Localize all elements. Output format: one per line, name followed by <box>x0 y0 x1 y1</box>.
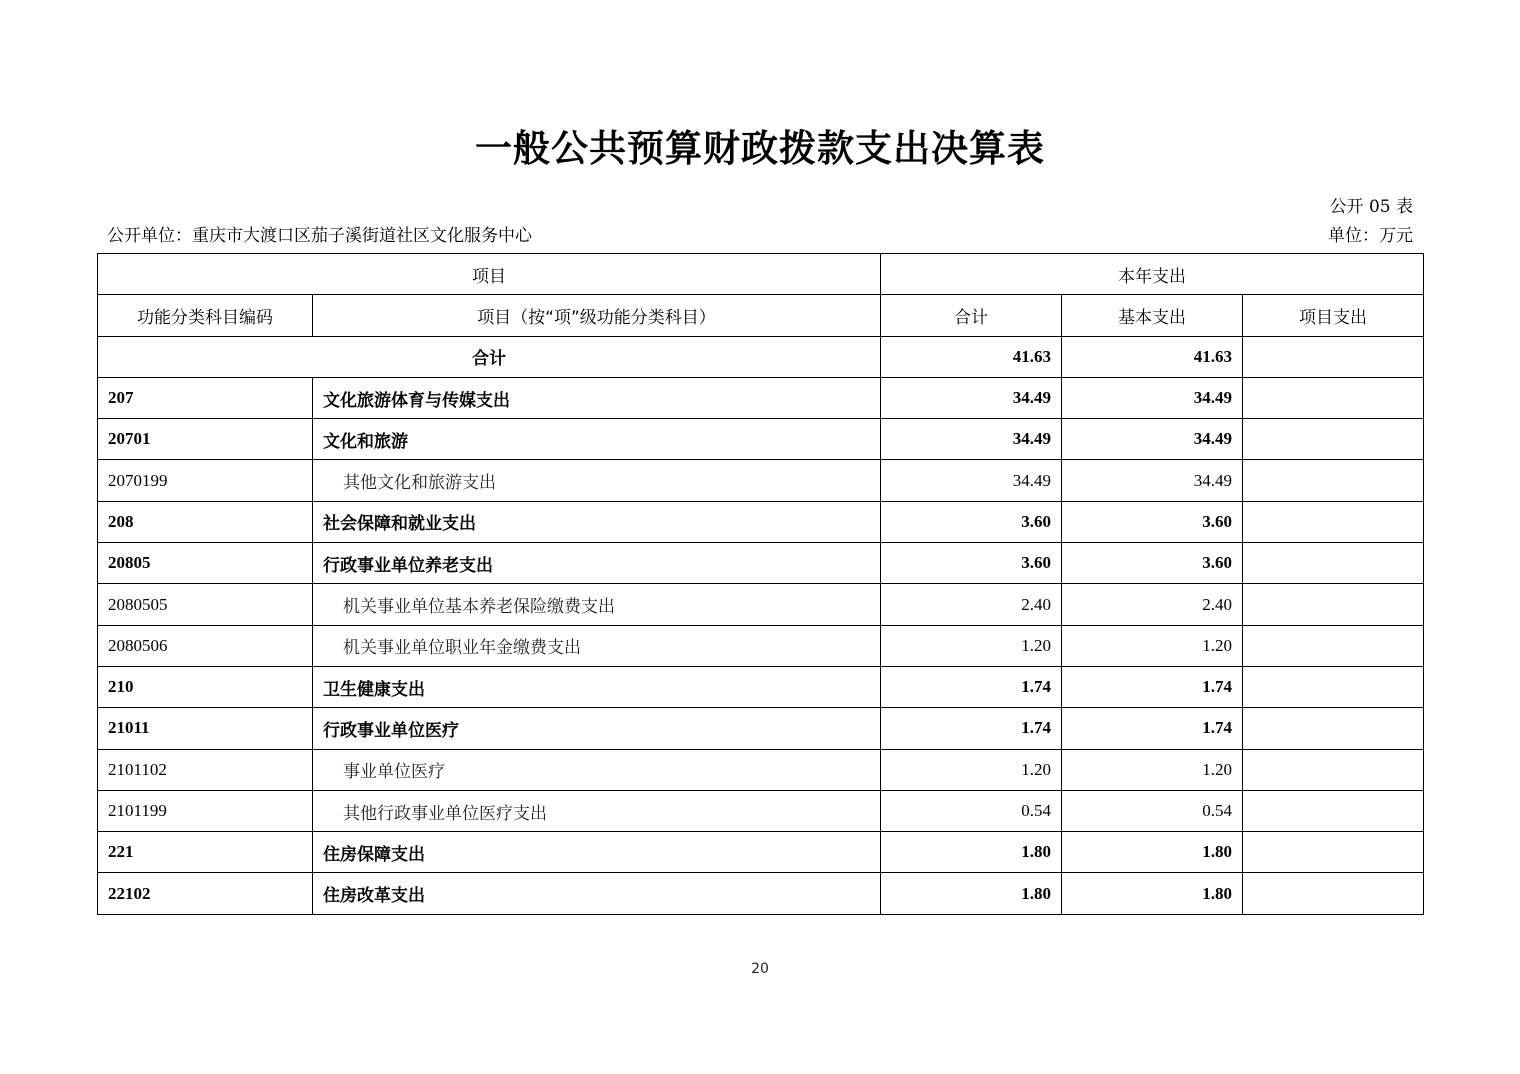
row-name: 行政事业单位养老支出 <box>313 543 881 584</box>
row-code: 22102 <box>98 873 313 914</box>
currency-unit: 单位：万元 <box>1328 226 1413 246</box>
row-name: 住房改革支出 <box>313 873 881 914</box>
row-name: 机关事业单位职业年金缴费支出 <box>313 625 881 666</box>
row-code: 207 <box>98 377 313 418</box>
expenditure-table <box>97 253 1424 915</box>
row-project <box>1243 666 1424 707</box>
row-project <box>1243 543 1424 584</box>
table-row <box>98 460 1424 501</box>
header-row-2 <box>98 295 1424 336</box>
row-name: 行政事业单位医疗 <box>313 708 881 749</box>
row-code: 2101199 <box>98 790 313 831</box>
row-project <box>1243 749 1424 790</box>
header-project-expense: 项目支出 <box>1243 295 1424 336</box>
table-row <box>98 584 1424 625</box>
row-basic: 34.49 <box>1062 419 1243 460</box>
table-row <box>98 873 1424 914</box>
row-total: 1.80 <box>881 832 1062 873</box>
row-basic: 3.60 <box>1062 501 1243 542</box>
row-basic: 0.54 <box>1062 790 1243 831</box>
row-name: 卫生健康支出 <box>313 666 881 707</box>
row-basic: 3.60 <box>1062 543 1243 584</box>
table-row <box>98 377 1424 418</box>
table-row <box>98 708 1424 749</box>
row-code: 20805 <box>98 543 313 584</box>
row-basic: 2.40 <box>1062 584 1243 625</box>
row-project <box>1243 625 1424 666</box>
row-code: 221 <box>98 832 313 873</box>
header-current-year: 本年支出 <box>881 254 1424 295</box>
header-basic: 基本支出 <box>1062 295 1243 336</box>
row-total: 3.60 <box>881 543 1062 584</box>
row-total: 1.74 <box>881 708 1062 749</box>
row-name: 社会保障和就业支出 <box>313 501 881 542</box>
row-total: 0.54 <box>881 790 1062 831</box>
row-basic: 1.80 <box>1062 832 1243 873</box>
row-code: 2070199 <box>98 460 313 501</box>
header-row-1 <box>98 254 1424 295</box>
row-total: 34.49 <box>881 460 1062 501</box>
row-total: 34.49 <box>881 419 1062 460</box>
row-basic: 34.49 <box>1062 460 1243 501</box>
row-basic: 1.20 <box>1062 749 1243 790</box>
row-code: 210 <box>98 666 313 707</box>
row-code: 2101102 <box>98 749 313 790</box>
total-project <box>1243 336 1424 377</box>
row-total: 1.74 <box>881 666 1062 707</box>
page-title: 一般公共预算财政拨款支出决算表 <box>475 127 1045 170</box>
table-row <box>98 543 1424 584</box>
row-total: 1.20 <box>881 749 1062 790</box>
page-number: 20 <box>751 961 769 977</box>
row-project <box>1243 790 1424 831</box>
row-project <box>1243 501 1424 542</box>
table-row <box>98 419 1424 460</box>
row-total: 1.80 <box>881 873 1062 914</box>
row-total: 1.20 <box>881 625 1062 666</box>
table-row <box>98 666 1424 707</box>
row-name: 文化旅游体育与传媒支出 <box>313 377 881 418</box>
header-name: 项目（按“项”级功能分类科目） <box>313 295 881 336</box>
row-project <box>1243 419 1424 460</box>
reporting-unit: 公开单位：重庆市大渡口区茄子溪街道社区文化服务中心 <box>107 226 532 246</box>
row-basic: 34.49 <box>1062 377 1243 418</box>
row-name: 住房保障支出 <box>313 832 881 873</box>
header-total: 合计 <box>881 295 1062 336</box>
row-project <box>1243 708 1424 749</box>
row-code: 2080506 <box>98 625 313 666</box>
row-name: 文化和旅游 <box>313 419 881 460</box>
total-amount: 41.63 <box>881 336 1062 377</box>
table-row <box>98 625 1424 666</box>
row-basic: 1.74 <box>1062 708 1243 749</box>
table-number: 公开 05 表 <box>1329 197 1413 217</box>
header-project: 项目 <box>98 254 881 295</box>
table-row <box>98 501 1424 542</box>
row-name: 机关事业单位基本养老保险缴费支出 <box>313 584 881 625</box>
header-code: 功能分类科目编码 <box>98 295 313 336</box>
table-row <box>98 832 1424 873</box>
row-code: 20701 <box>98 419 313 460</box>
total-label: 合计 <box>98 336 881 377</box>
row-project <box>1243 584 1424 625</box>
row-code: 21011 <box>98 708 313 749</box>
row-total: 3.60 <box>881 501 1062 542</box>
row-basic: 1.80 <box>1062 873 1243 914</box>
row-total: 34.49 <box>881 377 1062 418</box>
row-name: 其他文化和旅游支出 <box>313 460 881 501</box>
row-name: 其他行政事业单位医疗支出 <box>313 790 881 831</box>
row-project <box>1243 460 1424 501</box>
row-basic: 1.20 <box>1062 625 1243 666</box>
total-basic: 41.63 <box>1062 336 1243 377</box>
table-row <box>98 749 1424 790</box>
row-project <box>1243 377 1424 418</box>
row-name: 事业单位医疗 <box>313 749 881 790</box>
table-row <box>98 790 1424 831</box>
row-code: 208 <box>98 501 313 542</box>
row-code: 2080505 <box>98 584 313 625</box>
row-project <box>1243 832 1424 873</box>
row-basic: 1.74 <box>1062 666 1243 707</box>
total-row <box>98 336 1424 377</box>
row-project <box>1243 873 1424 914</box>
row-total: 2.40 <box>881 584 1062 625</box>
